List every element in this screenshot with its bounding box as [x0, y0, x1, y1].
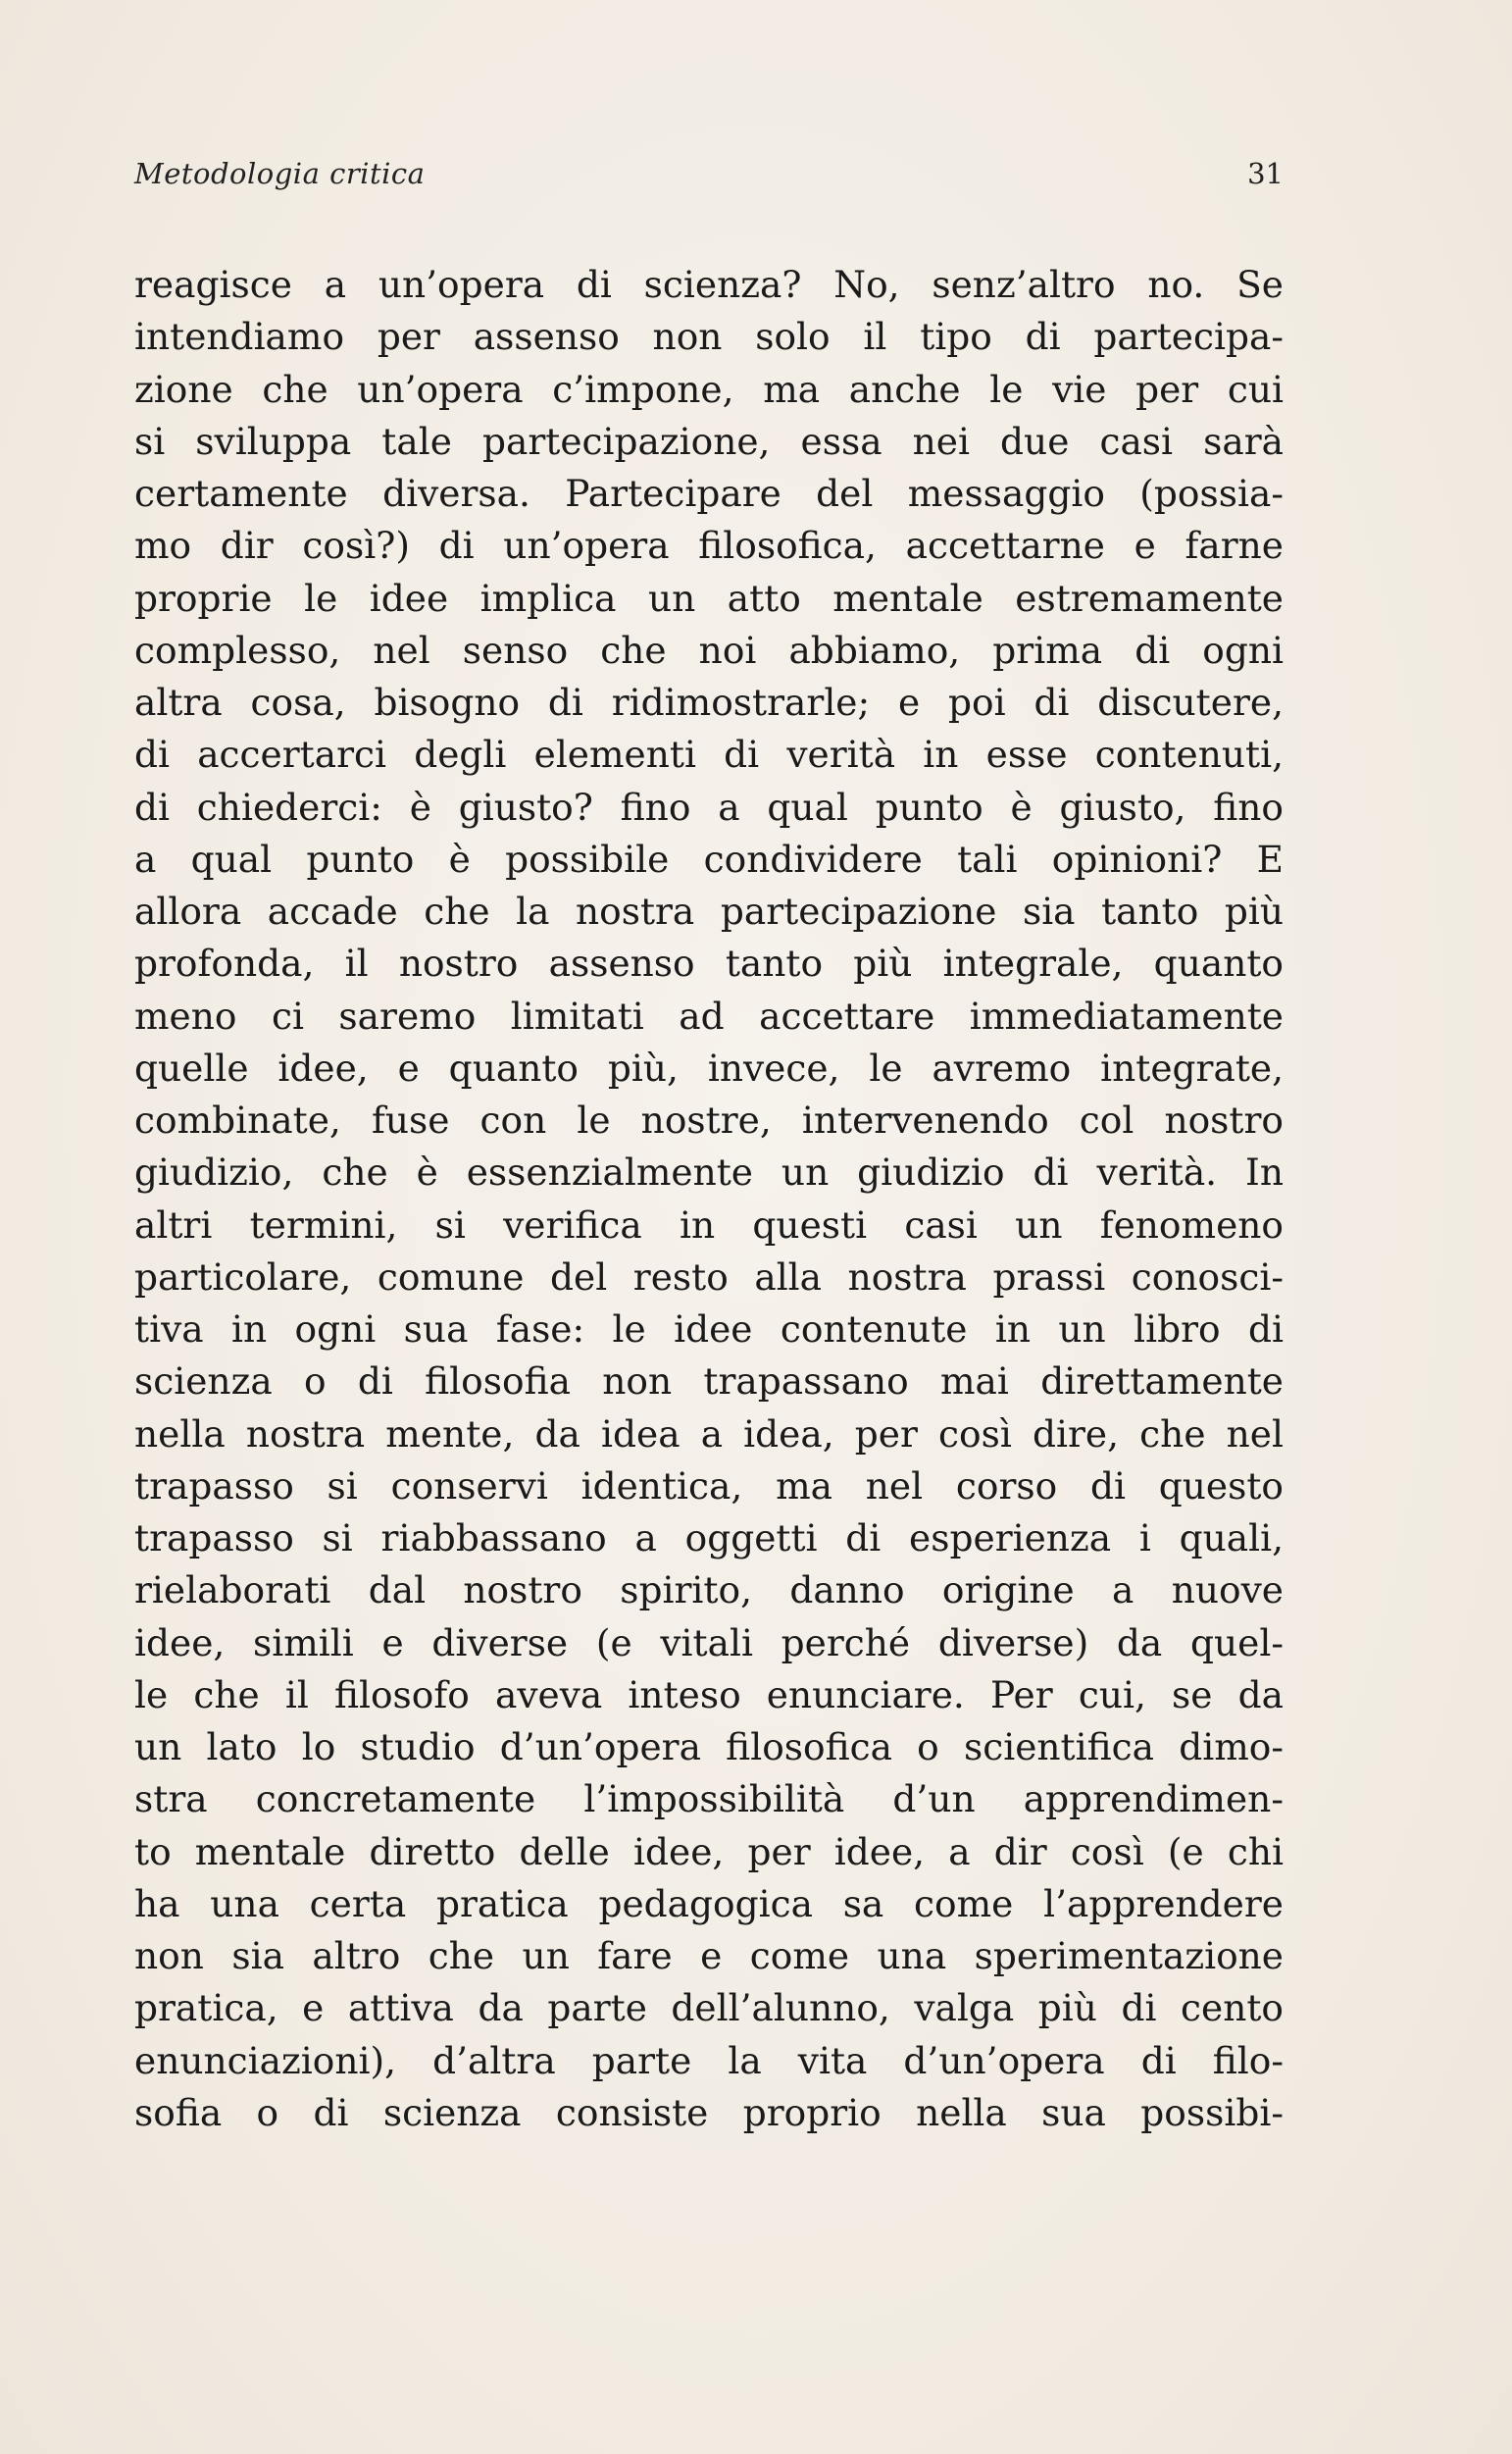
text-line: complesso, nel senso che noi abbiamo, prima di ogni	[134, 628, 1284, 672]
text-line: mo dir così?) di un’opera filosofica, accettarne e farne	[134, 524, 1284, 568]
text-line: quelle idee, e quanto più, invece, le avremo integrate,	[134, 1046, 1284, 1090]
text-line: idee, simili e diverse (e vitali perché diverse) da quel-	[134, 1620, 1284, 1664]
text-line: to mentale diretto delle idee, per idee, a dir così (e chi	[134, 1829, 1284, 1873]
text-line: non sia altro che un fare e come una sperimentazione	[134, 1934, 1284, 1977]
text-line: scienza o di filosofia non trapassano mai direttamente	[134, 1359, 1284, 1404]
text-line: sofia o di scienza consiste proprio nella sua possibi-	[134, 2090, 1284, 2134]
text-line: nella nostra mente, da idea a idea, per così dire, che nel	[134, 1411, 1284, 1456]
text-line: giudizio, che è essenzialmente un giudizio di verità. In	[134, 1150, 1284, 1195]
text-line: stra concretamente l’impossibilità d’un apprendimen-	[134, 1777, 1284, 1821]
running-title: Metodologia critica	[134, 157, 426, 190]
text-line: di chiederci: è giusto? fino a qual punto è giusto, fino	[134, 785, 1284, 829]
text-line: altri termini, si verifica in questi casi un fenomeno	[134, 1202, 1284, 1247]
text-line: pratica, e attiva da parte dell’alunno, valga più di cento	[134, 1986, 1284, 2030]
text-line: zione che un’opera c’impone, ma anche le vie per cui	[134, 367, 1284, 411]
body-text	[134, 259, 1284, 2139]
text-line: allora accade che la nostra partecipazione sia tanto più	[134, 890, 1284, 933]
text-line: certamente diversa. Partecipare del messaggio (possia-	[134, 472, 1284, 515]
text-line: tiva in ogni sua fase: le idee contenute in un libro di	[134, 1307, 1284, 1351]
page-header	[134, 157, 1284, 202]
text-line: rielaborati dal nostro spirito, danno origine a nuove	[134, 1568, 1284, 1612]
text-line: proprie le idee implica un atto mentale estremamente	[134, 576, 1284, 620]
text-line: si sviluppa tale partecipazione, essa nei due casi sarà	[134, 419, 1284, 463]
text-line: un lato lo studio d’un’opera filosofica o scientifica dimo-	[134, 1725, 1284, 1768]
text-line: altra cosa, bisogno di ridimostrarle; e poi di discutere,	[134, 681, 1284, 724]
text-line: enunciazioni), d’altra parte la vita d’un’opera di filo-	[134, 2038, 1284, 2082]
text-line: intendiamo per assenso non solo il tipo di partecipa-	[134, 315, 1284, 359]
text-line: meno ci saremo limitati ad accettare immediatamente	[134, 994, 1284, 1038]
text-line: combinate, fuse con le nostre, intervenendo col nostro	[134, 1099, 1284, 1142]
text-line: trapasso si conservi identica, ma nel corso di questo	[134, 1463, 1284, 1508]
text-line: le che il filosofo aveva inteso enunciare. Per cui, se da	[134, 1672, 1284, 1716]
text-line: particolare, comune del resto alla nostra prassi conosci-	[134, 1254, 1284, 1299]
text-line: reagisce a un’opera di scienza? No, senz’altro no. Se	[134, 263, 1284, 306]
text-line: a qual punto è possibile condividere tali opinioni? E	[134, 837, 1284, 881]
text-line: ha una certa pratica pedagogica sa come l’apprendere	[134, 1881, 1284, 1925]
text-line: di accertarci degli elementi di verità in esse contenuti,	[134, 733, 1284, 777]
page-number: 31	[1247, 157, 1284, 190]
text-line: trapasso si riabbassano a oggetti di esperienza i quali,	[134, 1516, 1284, 1559]
text-line: profonda, il nostro assenso tanto più integrale, quanto	[134, 942, 1284, 986]
